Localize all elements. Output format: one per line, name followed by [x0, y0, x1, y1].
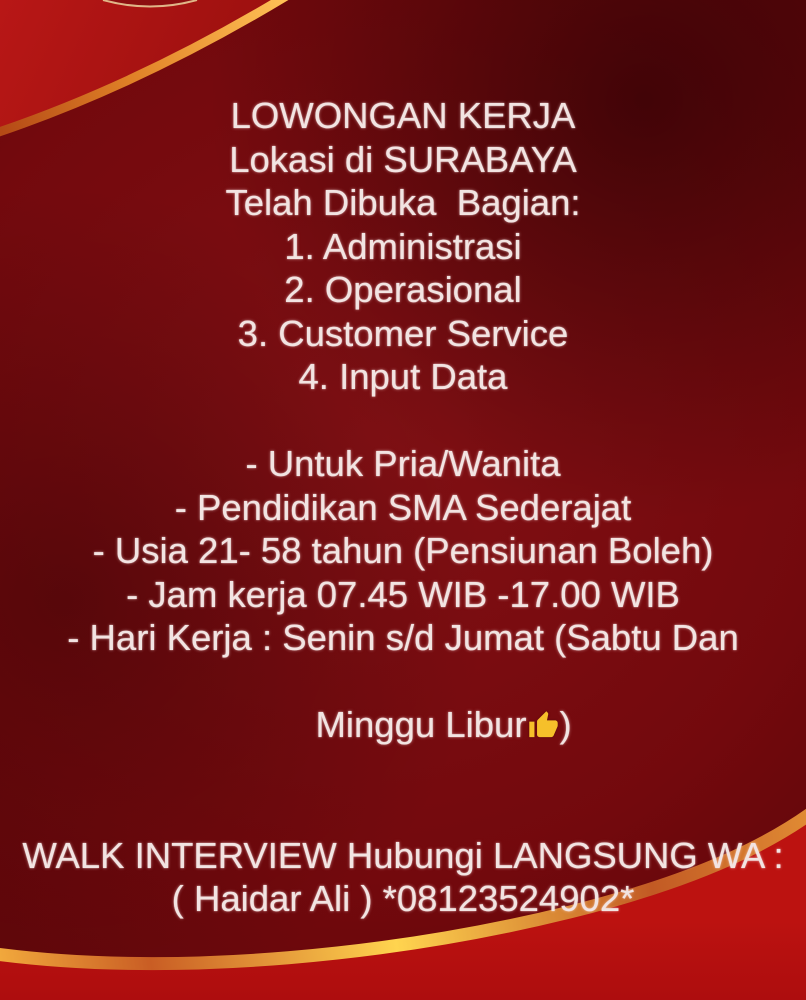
- location-line: Lokasi di SURABAYA: [229, 138, 577, 180]
- requirement-item: - Hari Kerja : Senin s/d Jumat (Sabtu Dan: [67, 617, 739, 658]
- requirement-item: - Jam kerja 07.45 WIB -17.00 WIB: [126, 573, 680, 615]
- poster-title: LOWONGAN KERJA: [230, 95, 576, 136]
- position-item: 3. Customer Service: [237, 312, 569, 354]
- requirement-tail-text: Minggu Libur: [315, 704, 527, 745]
- contact-phone-line: ( Haidar Ali ) *08123524902*: [171, 878, 635, 919]
- position-item: 4. Input Data: [298, 356, 508, 397]
- requirement-item: - Pendidikan SMA Sederajat: [174, 486, 632, 528]
- position-item: 1. Administrasi: [284, 225, 522, 267]
- contact-block: [0, 834, 806, 921]
- openings-line: Telah Dibuka Bagian:: [225, 182, 581, 223]
- requirement-list: [0, 442, 806, 790]
- requirement-item-tail: [0, 660, 806, 791]
- position-item: 2. Operasional: [284, 269, 522, 310]
- requirement-tail-close: ): [559, 704, 572, 745]
- requirement-item: - Untuk Pria/Wanita: [245, 443, 561, 484]
- poster-heading: [0, 94, 806, 225]
- thumbs-up-icon: [528, 710, 559, 741]
- contact-line: WALK INTERVIEW Hubungi LANGSUNG WA :: [22, 834, 784, 876]
- requirement-item: - Usia 21- 58 tahun (Pensiunan Boleh): [92, 530, 714, 571]
- position-list: [0, 225, 806, 399]
